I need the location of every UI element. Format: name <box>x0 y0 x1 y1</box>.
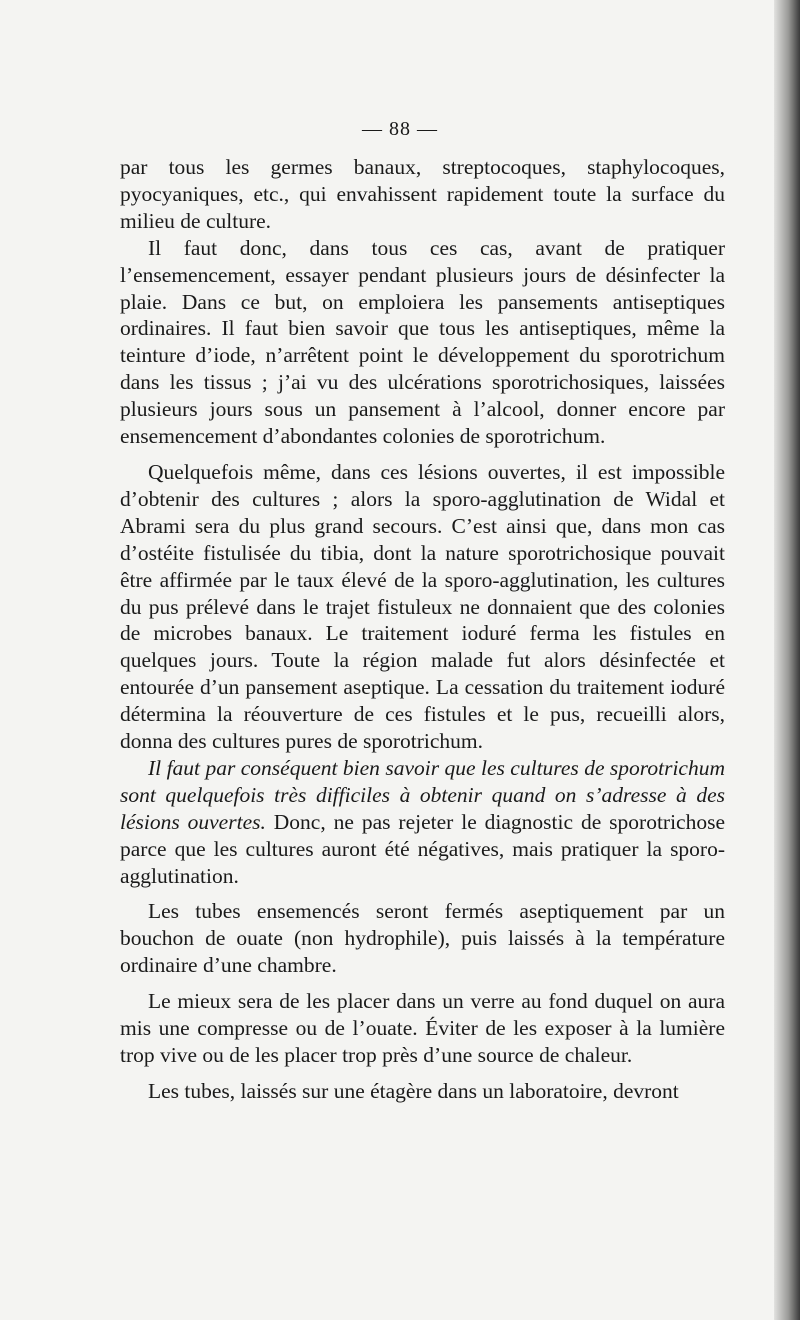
paragraph-4-italic: Il faut par conséquent bien savoir que les cultures de sporotrichum sont quelquefois très difficiles à obtenir quand on s’adresse à des lésions ouvertes. <box>120 755 725 834</box>
paragraph-5: Les tubes ensemencés seront fermés aseptiquement par un bouchon de ouate (non hydrophile), puis laissés à la température ordinaire d’une chambre. <box>120 899 725 978</box>
paragraph-4-roman: Donc, ne pas rejeter le diagnostic de sporotrichose parce que les cultures auront été négatives, mais pratiquer la sporo-agglutination. <box>120 809 726 888</box>
paragraph-4 <box>120 755 725 890</box>
paragraph-7: Les tubes, laissés sur une étagère dans un laboratoire, devront <box>148 1078 679 1103</box>
body-text <box>120 154 725 1105</box>
page-number: — 88 — <box>362 118 438 140</box>
paragraph-6: Le mieux sera de les placer dans un verre au fond duquel on aura mis une compresse ou de l’ouate. Éviter de les exposer à la lumière trop vive ou de les placer trop près d’une source de chaleur. <box>120 989 725 1067</box>
paragraph-1: par tous les germes banaux, streptocoques, staphylocoques, pyocyaniques, etc., qui envahissent rapidement toute la surface du milieu de culture. <box>120 155 725 233</box>
page-edge-shadow <box>774 0 800 1320</box>
paragraph-3: Quelquefois même, dans ces lésions ouvertes, il est impossible d’obtenir des cultures ; alors la sporo-agglutination de Widal et Abrami sera du plus grand secours. C’est ainsi que, dans mon cas d’ostéite fistulisée du tibia, dont la nature sporotrichosique pouvait être affirmée par le taux élevé de la sporo-agglutination, les cultures du pus prélevé dans le trajet fistuleux ne donnaient que des colonies de microbes banaux. Le traitement ioduré ferma les fistules en quelques jours. Toute la région malade fut alors désinfectée et entourée d’un pansement aseptique. La cessation du traitement ioduré détermina la réouverture de ces fistules et le pus, recueilli alors, donna des cultures pures de sporotrichum. <box>120 459 725 754</box>
paragraph-2: Il faut donc, dans tous ces cas, avant de pratiquer l’ensemencement, essayer pendant plusieurs jours de désinfecter la plaie. Dans ce but, on emploiera les pansements antiseptiques ordinaires. Il faut bien savoir que tous les antiseptiques, même la teinture d’iode, n’arrêtent point le développement du sporotrichum dans les tissus ; j’ai vu des ulcérations sporotrichosiques, laissées plusieurs jours sous un pansement à l’alcool, donner encore par ensemencement d’abondantes colonies de sporotrichum. <box>120 235 725 449</box>
